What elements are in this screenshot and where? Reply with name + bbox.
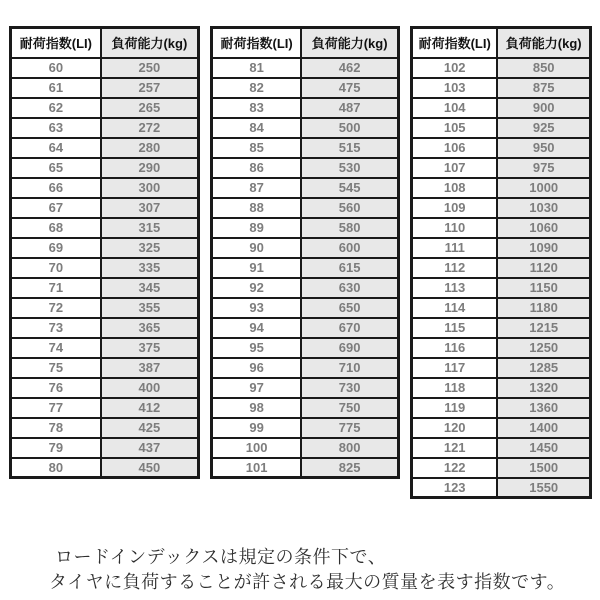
load-capacity-cell: 600 bbox=[301, 238, 398, 258]
load-index-cell: 122 bbox=[412, 458, 498, 478]
load-capacity-cell: 710 bbox=[301, 358, 398, 378]
load-index-cell: 109 bbox=[412, 198, 498, 218]
table-row bbox=[212, 358, 399, 378]
table-row bbox=[212, 238, 399, 258]
load-capacity-cell: 775 bbox=[301, 418, 398, 438]
table-row bbox=[412, 458, 591, 478]
table-row bbox=[212, 298, 399, 318]
load-index-cell: 86 bbox=[212, 158, 302, 178]
load-index-cell: 116 bbox=[412, 338, 498, 358]
load-capacity-cell: 1250 bbox=[497, 338, 590, 358]
table-body bbox=[212, 58, 399, 478]
table-row bbox=[412, 58, 591, 78]
load-index-cell: 84 bbox=[212, 118, 302, 138]
load-capacity-cell: 375 bbox=[101, 338, 199, 358]
load-index-cell: 63 bbox=[11, 118, 101, 138]
load-capacity-cell: 670 bbox=[301, 318, 398, 338]
load-index-cell: 103 bbox=[412, 78, 498, 98]
load-index-cell: 119 bbox=[412, 398, 498, 418]
load-index-cell: 64 bbox=[11, 138, 101, 158]
load-index-cell: 110 bbox=[412, 218, 498, 238]
description-line-2: タイヤに負荷することが許される最大の質量を表す指数です。 bbox=[49, 572, 566, 592]
table-row bbox=[212, 178, 399, 198]
load-index-cell: 121 bbox=[412, 438, 498, 458]
table-row bbox=[11, 278, 199, 298]
load-index-cell: 92 bbox=[212, 278, 302, 298]
load-capacity-cell: 690 bbox=[301, 338, 398, 358]
load-index-cell: 80 bbox=[11, 458, 101, 478]
load-capacity-cell: 1030 bbox=[497, 198, 590, 218]
load-index-description bbox=[0, 545, 600, 595]
load-index-cell: 93 bbox=[212, 298, 302, 318]
table-row bbox=[412, 478, 591, 498]
table-row bbox=[11, 378, 199, 398]
load-index-cell: 99 bbox=[212, 418, 302, 438]
table-header-row bbox=[212, 28, 399, 58]
table-row bbox=[412, 418, 591, 438]
table-row bbox=[412, 398, 591, 418]
table-body bbox=[412, 58, 591, 498]
load-capacity-cell: 315 bbox=[101, 218, 199, 238]
load-capacity-cell: 280 bbox=[101, 138, 199, 158]
load-index-cell: 78 bbox=[11, 418, 101, 438]
load-capacity-cell: 1060 bbox=[497, 218, 590, 238]
table-row bbox=[11, 158, 199, 178]
table-row bbox=[412, 78, 591, 98]
table-row bbox=[212, 398, 399, 418]
col-header-load-capacity: 負荷能力(kg) bbox=[497, 28, 590, 58]
col-header-load-index: 耐荷指数(LI) bbox=[412, 28, 498, 58]
load-capacity-cell: 1320 bbox=[497, 378, 590, 398]
table-row bbox=[412, 138, 591, 158]
table-row bbox=[11, 458, 199, 478]
table-row bbox=[11, 258, 199, 278]
load-capacity-cell: 875 bbox=[497, 78, 590, 98]
table-row bbox=[11, 318, 199, 338]
load-index-cell: 82 bbox=[212, 78, 302, 98]
load-index-cell: 81 bbox=[212, 58, 302, 78]
table-row bbox=[412, 378, 591, 398]
load-index-table-102-123 bbox=[410, 26, 592, 499]
table-row bbox=[412, 358, 591, 378]
load-index-cell: 70 bbox=[11, 258, 101, 278]
load-index-cell: 94 bbox=[212, 318, 302, 338]
table-row bbox=[11, 138, 199, 158]
load-capacity-cell: 355 bbox=[101, 298, 199, 318]
load-capacity-cell: 950 bbox=[497, 138, 590, 158]
load-index-cell: 77 bbox=[11, 398, 101, 418]
table-row bbox=[412, 118, 591, 138]
load-capacity-cell: 825 bbox=[301, 458, 398, 478]
load-capacity-cell: 475 bbox=[301, 78, 398, 98]
load-index-cell: 105 bbox=[412, 118, 498, 138]
table-row bbox=[212, 218, 399, 238]
load-capacity-cell: 365 bbox=[101, 318, 199, 338]
load-index-cell: 100 bbox=[212, 438, 302, 458]
load-index-cell: 69 bbox=[11, 238, 101, 258]
table-row bbox=[11, 78, 199, 98]
table-row bbox=[412, 158, 591, 178]
table-row bbox=[212, 318, 399, 338]
load-index-cell: 87 bbox=[212, 178, 302, 198]
table-row bbox=[11, 238, 199, 258]
load-capacity-cell: 345 bbox=[101, 278, 199, 298]
load-index-cell: 88 bbox=[212, 198, 302, 218]
description-line-1: ロードインデックスは規定の条件下で、 bbox=[55, 547, 387, 567]
load-index-cell: 96 bbox=[212, 358, 302, 378]
table-row bbox=[412, 278, 591, 298]
load-capacity-cell: 272 bbox=[101, 118, 199, 138]
load-capacity-cell: 530 bbox=[301, 158, 398, 178]
load-index-cell: 90 bbox=[212, 238, 302, 258]
load-capacity-cell: 412 bbox=[101, 398, 199, 418]
load-capacity-cell: 307 bbox=[101, 198, 199, 218]
load-index-cell: 71 bbox=[11, 278, 101, 298]
load-index-cell: 67 bbox=[11, 198, 101, 218]
load-capacity-cell: 265 bbox=[101, 98, 199, 118]
table-header-row bbox=[11, 28, 199, 58]
table-row bbox=[212, 138, 399, 158]
load-capacity-cell: 250 bbox=[101, 58, 199, 78]
load-index-cell: 73 bbox=[11, 318, 101, 338]
col-header-load-index: 耐荷指数(LI) bbox=[212, 28, 302, 58]
load-index-table-60-80 bbox=[9, 26, 200, 479]
table-row bbox=[412, 258, 591, 278]
load-index-cell: 62 bbox=[11, 98, 101, 118]
table-row bbox=[412, 238, 591, 258]
load-index-cell: 115 bbox=[412, 318, 498, 338]
load-index-cell: 106 bbox=[412, 138, 498, 158]
load-index-cell: 108 bbox=[412, 178, 498, 198]
load-index-cell: 60 bbox=[11, 58, 101, 78]
load-capacity-cell: 545 bbox=[301, 178, 398, 198]
load-index-cell: 107 bbox=[412, 158, 498, 178]
table-row bbox=[11, 298, 199, 318]
load-index-cell: 61 bbox=[11, 78, 101, 98]
load-capacity-cell: 462 bbox=[301, 58, 398, 78]
load-capacity-cell: 1500 bbox=[497, 458, 590, 478]
table-row bbox=[11, 178, 199, 198]
load-index-cell: 120 bbox=[412, 418, 498, 438]
load-capacity-cell: 1450 bbox=[497, 438, 590, 458]
load-capacity-cell: 515 bbox=[301, 138, 398, 158]
load-index-cell: 123 bbox=[412, 478, 498, 498]
load-index-cell: 72 bbox=[11, 298, 101, 318]
load-index-cell: 76 bbox=[11, 378, 101, 398]
load-capacity-cell: 425 bbox=[101, 418, 199, 438]
load-capacity-cell: 400 bbox=[101, 378, 199, 398]
load-index-cell: 75 bbox=[11, 358, 101, 378]
table-row bbox=[212, 158, 399, 178]
load-capacity-cell: 1400 bbox=[497, 418, 590, 438]
load-capacity-cell: 560 bbox=[301, 198, 398, 218]
table-row bbox=[212, 338, 399, 358]
load-capacity-cell: 615 bbox=[301, 258, 398, 278]
load-capacity-cell: 850 bbox=[497, 58, 590, 78]
table-row bbox=[212, 438, 399, 458]
load-index-cell: 111 bbox=[412, 238, 498, 258]
load-index-cell: 113 bbox=[412, 278, 498, 298]
load-capacity-cell: 925 bbox=[497, 118, 590, 138]
load-index-cell: 101 bbox=[212, 458, 302, 478]
load-capacity-cell: 1550 bbox=[497, 478, 590, 498]
load-index-cell: 102 bbox=[412, 58, 498, 78]
table-row bbox=[212, 98, 399, 118]
load-capacity-cell: 1360 bbox=[497, 398, 590, 418]
load-capacity-cell: 257 bbox=[101, 78, 199, 98]
col-header-load-capacity: 負荷能力(kg) bbox=[301, 28, 398, 58]
table-row bbox=[212, 278, 399, 298]
load-capacity-cell: 387 bbox=[101, 358, 199, 378]
load-capacity-cell: 335 bbox=[101, 258, 199, 278]
load-index-cell: 98 bbox=[212, 398, 302, 418]
load-index-cell: 89 bbox=[212, 218, 302, 238]
load-capacity-cell: 300 bbox=[101, 178, 199, 198]
table-row bbox=[11, 198, 199, 218]
load-capacity-cell: 1120 bbox=[497, 258, 590, 278]
table-row bbox=[412, 338, 591, 358]
table-row bbox=[212, 198, 399, 218]
load-index-table-81-101 bbox=[210, 26, 400, 479]
table-row bbox=[11, 438, 199, 458]
load-capacity-cell: 1180 bbox=[497, 298, 590, 318]
load-index-cell: 118 bbox=[412, 378, 498, 398]
load-capacity-cell: 1215 bbox=[497, 318, 590, 338]
table-row bbox=[212, 58, 399, 78]
table-row bbox=[11, 118, 199, 138]
load-index-cell: 79 bbox=[11, 438, 101, 458]
load-capacity-cell: 580 bbox=[301, 218, 398, 238]
table-row bbox=[11, 418, 199, 438]
load-index-cell: 85 bbox=[212, 138, 302, 158]
table-header-row bbox=[412, 28, 591, 58]
table-row bbox=[11, 58, 199, 78]
table-row bbox=[212, 418, 399, 438]
load-index-cell: 91 bbox=[212, 258, 302, 278]
load-capacity-cell: 730 bbox=[301, 378, 398, 398]
table-body bbox=[11, 58, 199, 478]
table-row bbox=[412, 298, 591, 318]
table-row bbox=[412, 318, 591, 338]
table-row bbox=[212, 458, 399, 478]
table-row bbox=[11, 98, 199, 118]
table-row bbox=[212, 78, 399, 98]
table-row bbox=[412, 178, 591, 198]
col-header-load-capacity: 負荷能力(kg) bbox=[101, 28, 199, 58]
load-capacity-cell: 630 bbox=[301, 278, 398, 298]
load-capacity-cell: 750 bbox=[301, 398, 398, 418]
table-row bbox=[212, 378, 399, 398]
table-row bbox=[412, 198, 591, 218]
load-capacity-cell: 500 bbox=[301, 118, 398, 138]
load-capacity-cell: 650 bbox=[301, 298, 398, 318]
load-capacity-cell: 900 bbox=[497, 98, 590, 118]
load-index-cell: 83 bbox=[212, 98, 302, 118]
load-capacity-cell: 1090 bbox=[497, 238, 590, 258]
load-capacity-cell: 975 bbox=[497, 158, 590, 178]
load-capacity-cell: 1150 bbox=[497, 278, 590, 298]
load-index-cell: 68 bbox=[11, 218, 101, 238]
table-row bbox=[412, 98, 591, 118]
load-index-cell: 114 bbox=[412, 298, 498, 318]
table-row bbox=[11, 218, 199, 238]
load-index-cell: 74 bbox=[11, 338, 101, 358]
col-header-load-index: 耐荷指数(LI) bbox=[11, 28, 101, 58]
load-capacity-cell: 437 bbox=[101, 438, 199, 458]
table-row bbox=[11, 338, 199, 358]
load-capacity-cell: 487 bbox=[301, 98, 398, 118]
table-row bbox=[412, 218, 591, 238]
load-index-cell: 66 bbox=[11, 178, 101, 198]
load-capacity-cell: 1285 bbox=[497, 358, 590, 378]
load-index-cell: 117 bbox=[412, 358, 498, 378]
load-index-cell: 112 bbox=[412, 258, 498, 278]
load-index-cell: 95 bbox=[212, 338, 302, 358]
load-capacity-cell: 450 bbox=[101, 458, 199, 478]
load-capacity-cell: 325 bbox=[101, 238, 199, 258]
table-row bbox=[11, 358, 199, 378]
table-row bbox=[212, 258, 399, 278]
load-index-cell: 104 bbox=[412, 98, 498, 118]
load-index-cell: 65 bbox=[11, 158, 101, 178]
table-row bbox=[212, 118, 399, 138]
load-capacity-cell: 290 bbox=[101, 158, 199, 178]
load-capacity-cell: 1000 bbox=[497, 178, 590, 198]
load-capacity-cell: 800 bbox=[301, 438, 398, 458]
table-row bbox=[11, 398, 199, 418]
load-index-cell: 97 bbox=[212, 378, 302, 398]
table-row bbox=[412, 438, 591, 458]
